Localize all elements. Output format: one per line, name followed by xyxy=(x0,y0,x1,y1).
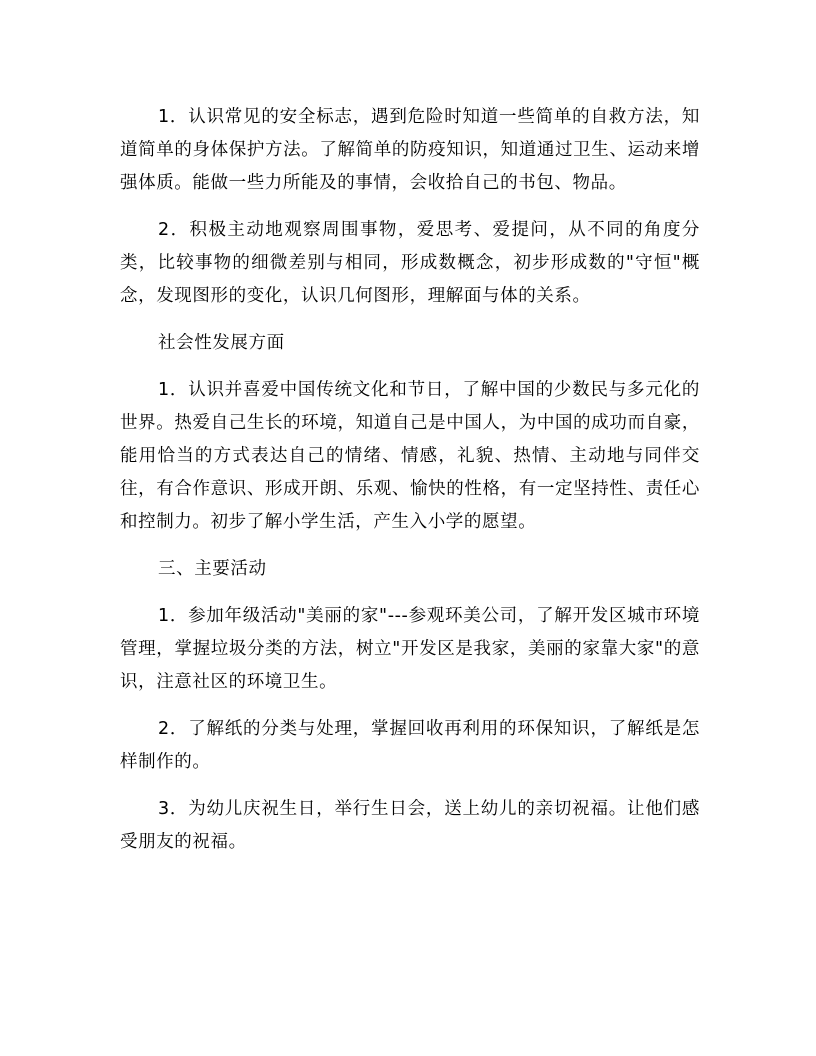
paragraph-culture: 1．认识并喜爱中国传统文化和节日，了解中国的少数民与多元化的世界。热爱自己生长的环境，知道自己是中国人，为中国的成功而自豪，能用恰当的方式表达自己的情绪、情感，礼貌、热情、主动地与同伴交往，有合作意识、形成开朗、乐观、愉快的性格，有一定坚持性、责任心和控制力。初步了解小学生活，产生入小学的愿望。 xyxy=(120,380,700,532)
paragraph-observation: 2．积极主动地观察周围事物，爱思考、爱提问，从不同的角度分类，比较事物的细微差别与相同，形成数概念，初步形成数的"守恒"概念，发现图形的变化，认识几何图形，理解面与体的关系。 xyxy=(120,220,700,306)
paragraph-activity-2: 2．了解纸的分类与处理，掌握回收再利用的环保知识，了解纸是怎样制作的。 xyxy=(120,719,700,772)
section-heading-activities: 三、主要活动 xyxy=(158,559,267,579)
paragraph-safety: 1．认识常见的安全标志，遇到危险时知道一些简单的自救方法，知道简单的身体保护方法。了解简单的防疫知识，知道通过卫生、运动来增强体质。能做一些力所能及的事情，会收拾自己的书包、物品。 xyxy=(120,107,700,193)
paragraph-activity-1: 1．参加年级活动"美丽的家"---参观环美公司，了解开发区城市环境管理，掌握垃圾分类的方法，树立"开发区是我家，美丽的家靠大家"的意识，注意社区的环境卫生。 xyxy=(120,606,700,692)
section-heading-social: 社会性发展方面 xyxy=(158,333,285,353)
document-body xyxy=(120,101,700,873)
paragraph-activity-3: 3．为幼儿庆祝生日，举行生日会，送上幼儿的亲切祝福。让他们感受朋友的祝福。 xyxy=(120,799,700,852)
